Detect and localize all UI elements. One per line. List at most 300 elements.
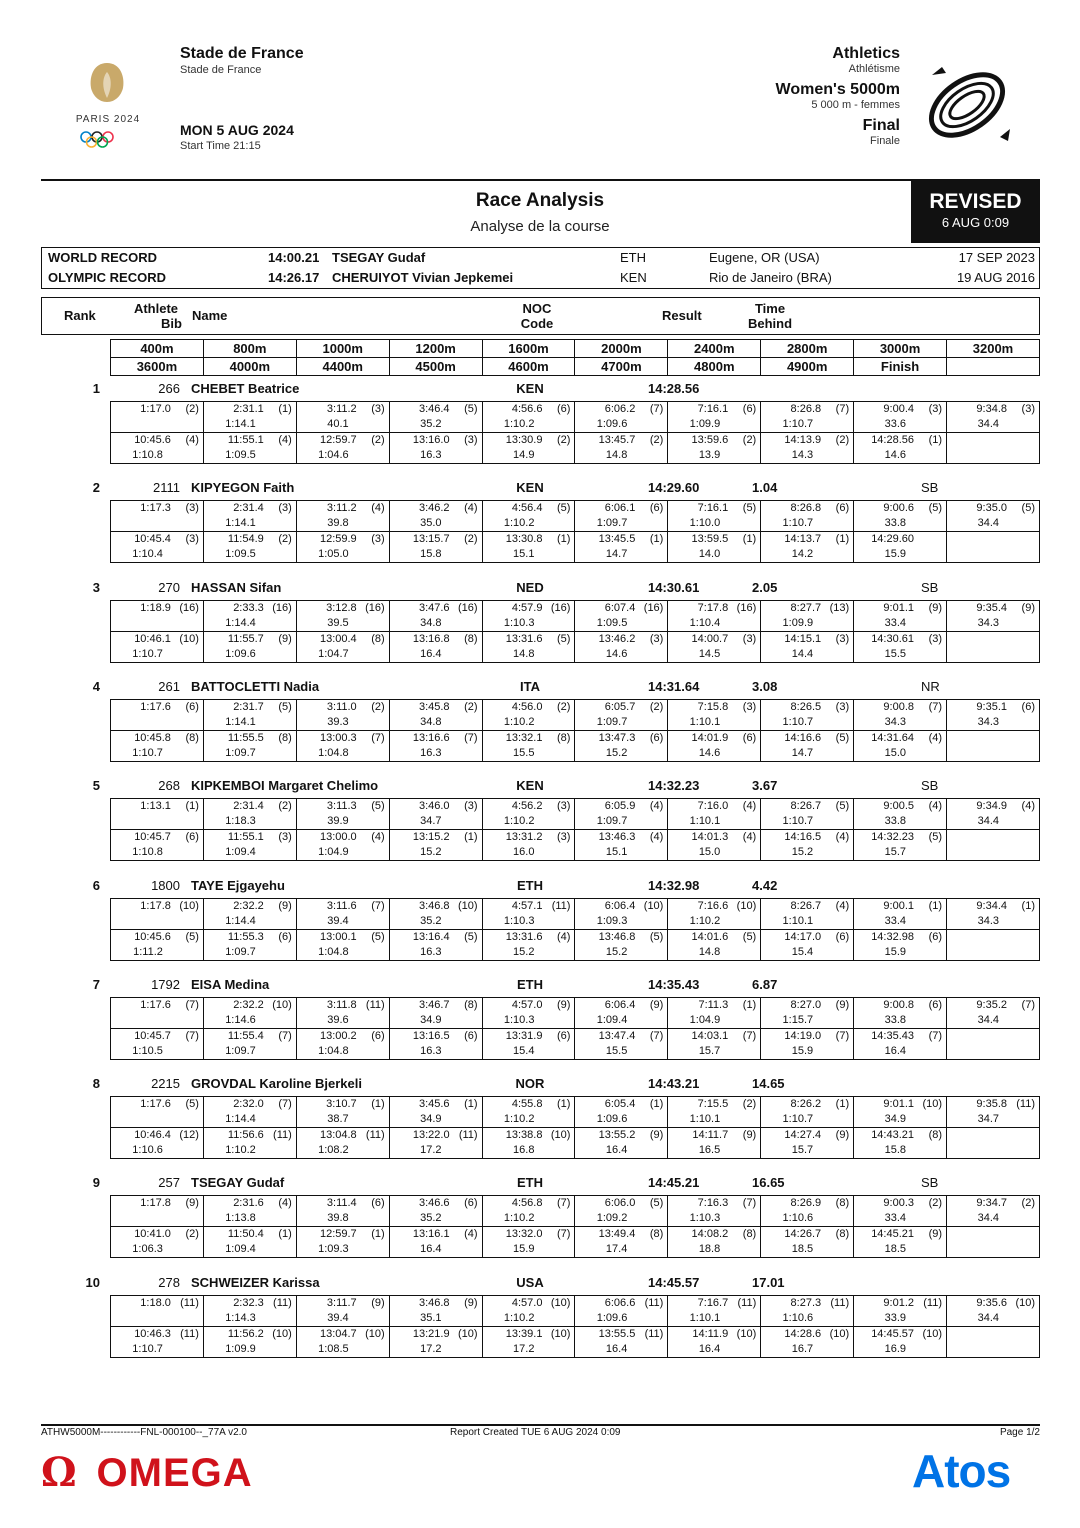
split-rank: (3) (835, 633, 850, 645)
athlete-name: CHEBET Beatrice (191, 381, 300, 396)
split-rank: (6) (649, 732, 664, 744)
split-cell (947, 501, 1040, 517)
split-cell (296, 1327, 389, 1343)
page-number: Page 1/2 (999, 1427, 1040, 1438)
split-cell (761, 830, 854, 846)
split-cell (111, 715, 204, 731)
split-cell (203, 1128, 296, 1144)
record-label: OLYMPIC RECORD (48, 270, 166, 285)
lap-time: 34.7 (420, 815, 442, 827)
split-cell (389, 647, 482, 663)
athlete-time-behind: 3.08 (752, 679, 778, 694)
split-grid (110, 997, 1040, 1060)
lap-time: 1:09.7 (225, 1045, 256, 1057)
lap-time: 1:04.6 (318, 449, 349, 461)
lap-time: 1:04.8 (318, 946, 349, 958)
split-cell (389, 532, 482, 548)
split-time: 4:57.0 (511, 1297, 543, 1309)
split-time: 3:10.7 (326, 1098, 357, 1110)
split-header-6: 2400m (668, 340, 761, 358)
athlete-name: KIPYEGON Faith (191, 480, 295, 495)
lap-time: 1:10.2 (503, 815, 535, 827)
split-cell (389, 516, 482, 532)
split-cell (296, 1143, 389, 1159)
split-rank: (6) (928, 931, 943, 943)
split-cell (575, 899, 668, 915)
split-time: 4:57.1 (511, 900, 543, 912)
split-time: 14:43.21 (871, 1129, 915, 1141)
athlete-record-mark: SB (921, 1175, 939, 1190)
split-time: 14:00.7 (691, 633, 729, 645)
split-cell (296, 746, 389, 762)
lap-time: 1:09.6 (596, 418, 628, 430)
split-cell (482, 830, 575, 846)
split-cell (482, 547, 575, 563)
lap-time: 1:14.4 (225, 617, 256, 629)
lap-time: 1:10.4 (689, 617, 721, 629)
lap-time: 1:09.4 (225, 846, 256, 858)
lap-time: 1:04.8 (318, 1045, 349, 1057)
split-cell (203, 532, 296, 548)
split-rank: (9) (835, 1129, 850, 1141)
lap-time: 1:09.7 (596, 815, 628, 827)
split-rank: (10) (179, 900, 199, 912)
split-header-0: 400m (111, 340, 204, 358)
split-cell (111, 1044, 204, 1060)
split-rank: (7) (928, 701, 943, 713)
lap-time: 1:10.8 (132, 846, 163, 858)
lap-time: 15.5 (605, 1045, 628, 1057)
split-rank: (16) (458, 602, 478, 614)
split-rank: (8) (742, 1228, 757, 1240)
split-time: 8:26.7 (790, 900, 822, 912)
col-result: Result (662, 308, 702, 323)
split-cell (482, 799, 575, 815)
split-rank: (7) (742, 1197, 757, 1209)
split-cell (389, 402, 482, 418)
split-rank: (8) (371, 633, 385, 645)
split-cell (575, 1143, 668, 1159)
lap-time: 15.2 (605, 946, 628, 958)
split-rank: (1) (557, 533, 571, 545)
split-cell (482, 899, 575, 915)
footer-rule (41, 1424, 1040, 1426)
split-cell (296, 1196, 389, 1212)
split-cell (203, 998, 296, 1014)
split-cell (575, 1128, 668, 1144)
split-cell (668, 647, 761, 663)
split-time: 11:56.6 (227, 1129, 264, 1141)
lap-time: 15.9 (791, 1045, 814, 1057)
split-time: 8:26.8 (790, 502, 822, 514)
split-rank: (1) (371, 1228, 385, 1240)
lap-time: 1:10.1 (782, 915, 814, 927)
split-rank: (6) (464, 1197, 478, 1209)
split-rank: (1) (278, 403, 292, 415)
split-cell (761, 899, 854, 915)
split-time: 10:45.8 (134, 732, 171, 744)
split-header-16: 4800m (668, 358, 761, 376)
split-time: 3:46.8 (418, 900, 450, 912)
split-rank: (1) (835, 1098, 850, 1110)
split-time: 14:26.7 (784, 1228, 822, 1240)
athlete-row (0, 878, 1080, 896)
athlete-noc: KEN (516, 778, 544, 793)
split-cell (761, 1112, 854, 1128)
split-cell (389, 914, 482, 930)
split-cell (575, 547, 668, 563)
split-cell (575, 814, 668, 830)
split-cell (575, 715, 668, 731)
split-cell (575, 1342, 668, 1358)
lap-time: 1:10.6 (782, 1312, 814, 1324)
split-cell (761, 647, 854, 663)
split-cell (668, 1211, 761, 1227)
lap-time: 1:09.2 (596, 1212, 628, 1224)
split-rank: (3) (1021, 403, 1035, 415)
split-rank: (5) (278, 701, 292, 713)
split-cell (668, 1342, 761, 1358)
split-rank: (3) (928, 633, 943, 645)
lap-time: 1:14.4 (225, 915, 256, 927)
lap-time: 39.4 (327, 915, 349, 927)
paris-logo-text: PARIS 2024 (75, 114, 141, 125)
split-cell (575, 1327, 668, 1343)
split-time: 13:46.8 (598, 931, 636, 943)
split-cell (761, 1029, 854, 1045)
split-time: 13:47.4 (598, 1030, 636, 1042)
lap-time: 1:14.1 (225, 418, 256, 430)
split-rank: (10) (458, 900, 478, 912)
lap-time: 1:09.4 (596, 1014, 628, 1026)
split-cell (389, 945, 482, 961)
lap-time: 1:10.1 (689, 716, 721, 728)
split-cell (111, 1196, 204, 1212)
split-time: 13:45.7 (598, 434, 636, 446)
lap-time: 33.8 (884, 517, 907, 529)
split-cell (482, 1029, 575, 1045)
split-rank: (4) (371, 831, 385, 843)
split-time: 14:32.98 (871, 931, 915, 943)
lap-time: 15.9 (884, 548, 907, 560)
split-cell (389, 501, 482, 517)
split-rank: (1) (464, 1098, 478, 1110)
lap-time: 34.3 (977, 915, 999, 927)
split-time: 2:31.7 (233, 701, 264, 713)
split-rank: (16) (179, 602, 199, 614)
split-time: 9:34.4 (976, 900, 1007, 912)
split-rank: (5) (557, 502, 571, 514)
athlete-name: EISA Medina (191, 977, 270, 992)
split-cell (761, 417, 854, 433)
revised-date: 6 AUG 0:09 (941, 215, 1010, 230)
split-rank: (6) (742, 732, 757, 744)
record-holder: TSEGAY Gudaf (332, 250, 426, 265)
split-time: 13:04.8 (319, 1129, 357, 1141)
split-time: 14:13.9 (784, 434, 822, 446)
split-cell (203, 632, 296, 648)
split-cell (389, 1128, 482, 1144)
split-rank: (4) (742, 831, 757, 843)
split-cell (854, 1029, 947, 1045)
split-rank: (6) (557, 1030, 571, 1042)
lap-time: 1:10.2 (503, 418, 535, 430)
athlete-time-behind: 14.65 (752, 1076, 785, 1091)
split-cell (575, 1196, 668, 1212)
lap-time: 34.7 (977, 1113, 999, 1125)
split-cell (947, 814, 1040, 830)
split-time: 9:00.5 (883, 800, 915, 812)
split-rank: (3) (371, 533, 385, 545)
split-cell (482, 532, 575, 548)
split-rank: (3) (185, 533, 199, 545)
split-time: 2:32.0 (233, 1098, 264, 1110)
split-time: 8:26.9 (790, 1197, 822, 1209)
split-time: 13:00.3 (319, 732, 357, 744)
split-time: 3:11.7 (326, 1297, 357, 1309)
split-cell (296, 501, 389, 517)
col-time-behind-2: Behind (747, 316, 793, 331)
phase-subtitle: Finale (870, 135, 900, 147)
split-cell (575, 1311, 668, 1327)
split-cell (296, 914, 389, 930)
split-time: 10:46.1 (134, 633, 171, 645)
split-cell (203, 1327, 296, 1343)
split-time: 11:54.9 (227, 533, 264, 545)
lap-time: 1:10.6 (782, 1212, 814, 1224)
split-time: 14:28.6 (784, 1328, 822, 1340)
col-noc-2: Code (520, 316, 554, 331)
split-rank: (10) (1015, 1297, 1035, 1309)
lap-time: 1:09.7 (225, 747, 256, 759)
split-cell (111, 632, 204, 648)
split-rank: (4) (742, 800, 757, 812)
split-cell (482, 746, 575, 762)
atos-logo: Atos (912, 1445, 1011, 1497)
athlete-noc: NED (516, 580, 544, 595)
split-cell (575, 417, 668, 433)
split-cell (389, 1097, 482, 1113)
split-cell (203, 601, 296, 617)
split-time: 13:00.1 (319, 931, 357, 943)
split-rank: (7) (742, 1030, 757, 1042)
lap-time: 15.2 (791, 846, 814, 858)
split-rank: (6) (928, 999, 943, 1011)
split-time: 11:55.3 (227, 931, 264, 943)
split-cell (947, 433, 1040, 449)
split-rank: (11) (273, 1129, 292, 1141)
split-cell (389, 1242, 482, 1258)
split-cell (482, 1143, 575, 1159)
split-cell (389, 930, 482, 946)
split-rank: (7) (835, 403, 850, 415)
split-cell (111, 616, 204, 632)
lap-time: 39.8 (327, 517, 349, 529)
split-time: 13:31.9 (505, 1030, 543, 1042)
split-rank: (5) (1021, 502, 1035, 514)
split-cell (575, 731, 668, 747)
split-cell (482, 1227, 575, 1243)
split-cell (947, 1242, 1040, 1258)
split-cell (854, 1211, 947, 1227)
split-rank: (3) (464, 434, 478, 446)
split-cell (668, 1296, 761, 1312)
split-cell (203, 516, 296, 532)
split-rank: (11) (1016, 1098, 1035, 1110)
lap-time: 1:08.5 (318, 1343, 349, 1355)
split-cell (482, 731, 575, 747)
split-cell (296, 1128, 389, 1144)
split-cell (668, 914, 761, 930)
split-rank: (7) (649, 1030, 664, 1042)
split-cell (854, 647, 947, 663)
split-time: 9:34.7 (976, 1197, 1007, 1209)
split-time: 10:45.4 (134, 533, 171, 545)
lap-time: 16.3 (420, 747, 442, 759)
split-cell (575, 501, 668, 517)
split-cell (761, 601, 854, 617)
split-cell (111, 1227, 204, 1243)
event-date: MON 5 AUG 2024 (180, 122, 294, 138)
split-time: 3:47.6 (418, 602, 450, 614)
athlete-result: 14:32.98 (648, 878, 700, 893)
split-rank: (9) (278, 633, 292, 645)
split-time: 13:32.0 (505, 1228, 543, 1240)
split-rank: (16) (272, 602, 292, 614)
split-time: 3:46.6 (418, 1197, 450, 1209)
split-cell (203, 547, 296, 563)
split-cell (854, 532, 947, 548)
split-cell (296, 647, 389, 663)
split-cell (203, 814, 296, 830)
split-cell (296, 532, 389, 548)
split-cell (111, 1128, 204, 1144)
split-cell (854, 731, 947, 747)
split-cell (296, 1029, 389, 1045)
split-rank: (9) (1021, 602, 1035, 614)
lap-time: 15.4 (791, 946, 814, 958)
split-rank: (6) (742, 403, 757, 415)
lap-time: 39.8 (327, 1212, 349, 1224)
split-cell (947, 601, 1040, 617)
split-cell (111, 914, 204, 930)
split-rank: (11) (737, 1297, 757, 1309)
split-cell (296, 845, 389, 861)
split-rank: (1) (1021, 900, 1035, 912)
split-time: 13:04.7 (319, 1328, 357, 1340)
split-rank: (1) (649, 533, 664, 545)
paris-2024-logo (72, 58, 142, 153)
split-cell (575, 402, 668, 418)
split-cell (482, 516, 575, 532)
split-cell (389, 830, 482, 846)
record-noc: ETH (620, 250, 646, 265)
split-time: 3:11.4 (326, 1197, 357, 1209)
split-rank: (5) (742, 931, 757, 943)
split-rank: (2) (649, 701, 664, 713)
lap-time: 1:10.1 (689, 1312, 721, 1324)
athlete-rank: 3 (92, 580, 100, 595)
split-header-19 (947, 358, 1040, 376)
athlete-name: TSEGAY Gudaf (191, 1175, 285, 1190)
split-cell (668, 930, 761, 946)
split-cell (575, 845, 668, 861)
split-cell (111, 417, 204, 433)
split-cell (854, 417, 947, 433)
split-cell (668, 899, 761, 915)
split-time: 2:31.4 (233, 502, 264, 514)
split-cell (203, 433, 296, 449)
lap-time: 15.1 (513, 548, 535, 560)
lap-time: 34.3 (977, 716, 999, 728)
athlete-result: 14:30.61 (648, 580, 700, 595)
split-cell (761, 1128, 854, 1144)
split-cell (203, 1342, 296, 1358)
split-cell (854, 1327, 947, 1343)
split-rank: (10) (550, 1297, 571, 1309)
split-time: 11:55.7 (227, 633, 264, 645)
world-record-row (42, 248, 1039, 268)
split-rank: (8) (835, 1228, 850, 1240)
split-cell (111, 930, 204, 946)
split-rank: (7) (557, 1228, 571, 1240)
split-cell (854, 945, 947, 961)
lap-time: 1:10.0 (689, 517, 721, 529)
split-cell (296, 1242, 389, 1258)
split-cell (854, 1242, 947, 1258)
split-cell (203, 1013, 296, 1029)
split-header-5: 2000m (575, 340, 668, 358)
split-cell (296, 547, 389, 563)
split-rank: (7) (371, 732, 385, 744)
lap-time: 16.4 (605, 1144, 628, 1156)
split-cell (854, 1097, 947, 1113)
lap-time: 34.4 (977, 815, 999, 827)
split-cell (482, 647, 575, 663)
split-cell (482, 1044, 575, 1060)
split-cell (296, 433, 389, 449)
split-time: 12:59.7 (319, 1228, 357, 1240)
split-cell (854, 845, 947, 861)
split-cell (575, 1097, 668, 1113)
split-rank: (4) (185, 434, 199, 446)
split-cell (947, 1128, 1040, 1144)
split-cell (482, 1296, 575, 1312)
split-time: 8:27.3 (790, 1297, 822, 1309)
split-cell (482, 1327, 575, 1343)
lap-time: 1:10.1 (689, 815, 721, 827)
lap-time: 1:10.7 (132, 1343, 163, 1355)
split-time: 9:00.4 (883, 403, 915, 415)
split-rank: (4) (928, 732, 943, 744)
split-rank: (7) (835, 1030, 850, 1042)
split-cell (575, 746, 668, 762)
split-cell (947, 746, 1040, 762)
lap-time: 15.1 (605, 846, 628, 858)
split-grid (110, 500, 1040, 563)
sport-subtitle: Athlétisme (848, 63, 900, 75)
split-cell (947, 547, 1040, 563)
split-cell (947, 632, 1040, 648)
split-cell (668, 616, 761, 632)
split-cell (482, 700, 575, 716)
split-cell (482, 632, 575, 648)
split-rank: (3) (835, 701, 850, 713)
split-rank: (11) (644, 1297, 664, 1309)
split-cell (761, 632, 854, 648)
split-cell (947, 402, 1040, 418)
split-rank: (6) (835, 502, 850, 514)
